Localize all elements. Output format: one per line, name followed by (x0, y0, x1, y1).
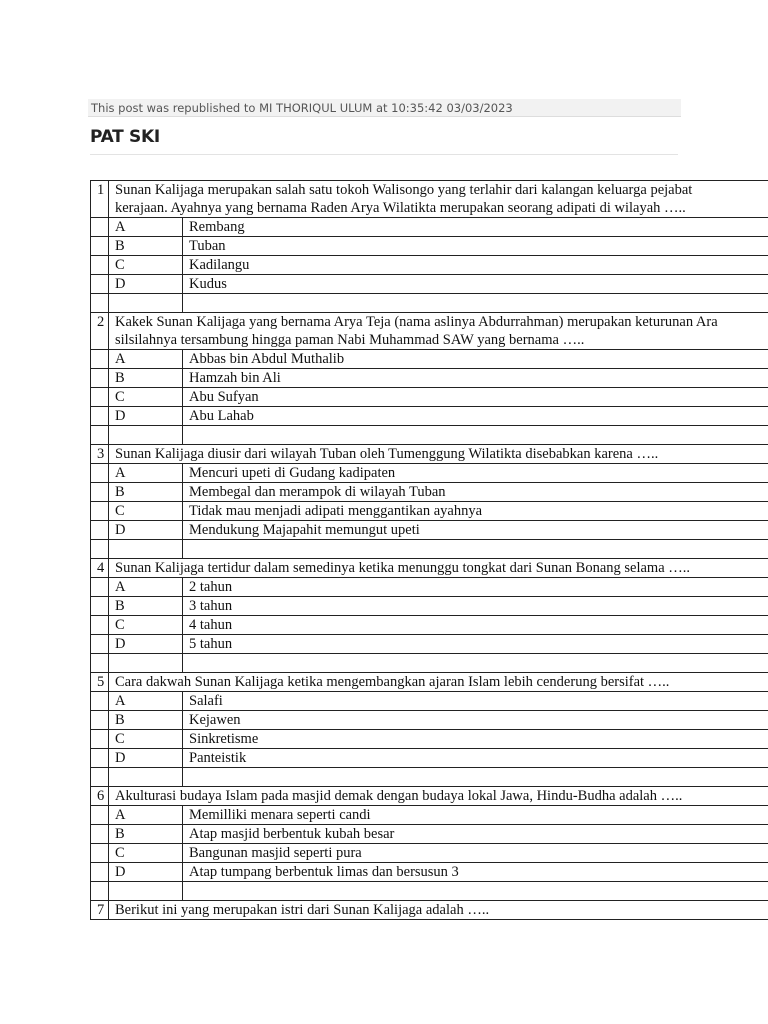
option-row (91, 256, 768, 275)
option-spacer (91, 350, 109, 369)
option-spacer (91, 597, 109, 616)
question-number: 7 (91, 901, 109, 920)
option-row (91, 825, 768, 844)
blank-cell (183, 294, 768, 313)
option-row (91, 369, 768, 388)
option-text: Memilliki menara seperti candi (183, 806, 768, 825)
option-row (91, 464, 768, 483)
option-text: Atap masjid berbentuk kubah besar (183, 825, 768, 844)
blank-cell (91, 540, 109, 559)
question-row (91, 559, 768, 578)
option-spacer (91, 483, 109, 502)
question-row (91, 673, 768, 692)
option-spacer (91, 521, 109, 540)
question-text-line: kerajaan. Ayahnya yang bernama Raden Arya Wilatikta merupakan seorang adipati di wilayah ….. (115, 200, 686, 216)
option-spacer (91, 218, 109, 237)
option-row (91, 711, 768, 730)
option-text: Rembang (183, 218, 768, 237)
question-text (109, 181, 768, 218)
option-text: Mendukung Majapahit memungut upeti (183, 521, 768, 540)
option-letter: B (109, 825, 183, 844)
option-text: Kadilangu (183, 256, 768, 275)
question-row (91, 181, 768, 218)
option-row (91, 844, 768, 863)
option-letter: A (109, 464, 183, 483)
option-letter: A (109, 806, 183, 825)
question-number: 3 (91, 445, 109, 464)
title-divider (90, 154, 678, 155)
option-text: Abbas bin Abdul Muthalib (183, 350, 768, 369)
option-text: Membegal dan merampok di wilayah Tuban (183, 483, 768, 502)
question-text-line: Sunan Kalijaga merupakan salah satu tokoh Walisongo yang terlahir dari kalangan keluarga pejabat (115, 182, 693, 198)
option-spacer (91, 635, 109, 654)
question-text-line: Kakek Sunan Kalijaga yang bernama Arya Teja (nama aslinya Abdurrahman) merupakan keturunan Ara (115, 314, 718, 330)
option-spacer (91, 237, 109, 256)
option-row (91, 692, 768, 711)
option-letter: D (109, 521, 183, 540)
option-row (91, 578, 768, 597)
blank-cell (109, 540, 183, 559)
blank-row (91, 426, 768, 445)
option-text: Abu Lahab (183, 407, 768, 426)
option-letter: A (109, 218, 183, 237)
option-spacer (91, 806, 109, 825)
option-letter: A (109, 350, 183, 369)
option-letter: D (109, 275, 183, 294)
option-letter: B (109, 597, 183, 616)
question-text-line: Sunan Kalijaga diusir dari wilayah Tuban oleh Tumenggung Wilatikta disebabkan karena ….. (115, 446, 659, 462)
question-text (109, 901, 768, 920)
option-spacer (91, 407, 109, 426)
option-spacer (91, 749, 109, 768)
option-text: Mencuri upeti di Gudang kadipaten (183, 464, 768, 483)
blank-cell (91, 426, 109, 445)
question-text-line: Berikut ini yang merupakan istri dari Sunan Kalijaga adalah ….. (115, 902, 490, 918)
blank-row (91, 654, 768, 673)
blank-cell (91, 654, 109, 673)
option-spacer (91, 825, 109, 844)
option-text: Sinkretisme (183, 730, 768, 749)
option-letter: C (109, 616, 183, 635)
option-text: 2 tahun (183, 578, 768, 597)
option-text: Salafi (183, 692, 768, 711)
question-row (91, 313, 768, 350)
blank-cell (183, 426, 768, 445)
option-letter: D (109, 863, 183, 882)
option-letter: D (109, 407, 183, 426)
question-text-line: silsilahnya tersambung hingga paman Nabi Muhammad SAW yang bernama ….. (115, 332, 585, 348)
option-text: 4 tahun (183, 616, 768, 635)
republish-banner: This post was republished to MI THORIQUL ULUM at 10:35:42 03/03/2023 (88, 99, 681, 117)
option-text: Kudus (183, 275, 768, 294)
option-spacer (91, 502, 109, 521)
blank-cell (109, 426, 183, 445)
option-spacer (91, 616, 109, 635)
option-row (91, 635, 768, 654)
option-spacer (91, 369, 109, 388)
option-text: Tuban (183, 237, 768, 256)
option-row (91, 730, 768, 749)
blank-row (91, 882, 768, 901)
option-letter: C (109, 502, 183, 521)
post-title: PAT SKI (90, 127, 160, 147)
option-row (91, 237, 768, 256)
option-letter: C (109, 730, 183, 749)
option-spacer (91, 711, 109, 730)
option-row (91, 350, 768, 369)
option-spacer (91, 256, 109, 275)
option-letter: B (109, 369, 183, 388)
option-text: Panteistik (183, 749, 768, 768)
option-spacer (91, 730, 109, 749)
blank-cell (183, 654, 768, 673)
question-text (109, 445, 768, 464)
option-letter: A (109, 692, 183, 711)
option-row (91, 483, 768, 502)
question-number: 1 (91, 181, 109, 218)
question-text-line: Sunan Kalijaga tertidur dalam semedinya ketika menunggu tongkat dari Sunan Bonang selama ….. (115, 560, 691, 576)
option-spacer (91, 388, 109, 407)
question-text-line: Cara dakwah Sunan Kalijaga ketika mengembangkan ajaran Islam lebih cenderung bersifat ….. (115, 674, 670, 690)
option-row (91, 806, 768, 825)
option-spacer (91, 578, 109, 597)
blank-cell (91, 882, 109, 901)
option-spacer (91, 464, 109, 483)
option-row (91, 502, 768, 521)
blank-row (91, 294, 768, 313)
blank-cell (91, 294, 109, 313)
option-row (91, 407, 768, 426)
option-spacer (91, 692, 109, 711)
option-row (91, 616, 768, 635)
option-row (91, 749, 768, 768)
option-spacer (91, 844, 109, 863)
blank-cell (109, 882, 183, 901)
option-letter: C (109, 256, 183, 275)
option-letter: D (109, 749, 183, 768)
option-text: Kejawen (183, 711, 768, 730)
option-text: 3 tahun (183, 597, 768, 616)
blank-cell (109, 294, 183, 313)
option-text: Atap tumpang berbentuk limas dan bersusun 3 (183, 863, 768, 882)
question-text (109, 673, 768, 692)
option-text: Abu Sufyan (183, 388, 768, 407)
option-letter: B (109, 237, 183, 256)
blank-row (91, 540, 768, 559)
option-letter: B (109, 483, 183, 502)
question-number: 6 (91, 787, 109, 806)
blank-cell (109, 768, 183, 787)
option-spacer (91, 275, 109, 294)
blank-cell (183, 768, 768, 787)
question-text (109, 313, 768, 350)
option-letter: C (109, 844, 183, 863)
question-number: 5 (91, 673, 109, 692)
option-letter: D (109, 635, 183, 654)
question-text (109, 559, 768, 578)
option-row (91, 275, 768, 294)
question-row (91, 901, 768, 920)
question-row (91, 787, 768, 806)
blank-cell (91, 768, 109, 787)
question-text-line: Akulturasi budaya Islam pada masjid demak dengan budaya lokal Jawa, Hindu-Budha adalah ….. (115, 788, 683, 804)
option-row (91, 863, 768, 882)
option-letter: A (109, 578, 183, 597)
option-text: 5 tahun (183, 635, 768, 654)
option-letter: C (109, 388, 183, 407)
blank-cell (183, 540, 768, 559)
option-row (91, 218, 768, 237)
option-text: Bangunan masjid seperti pura (183, 844, 768, 863)
blank-row (91, 768, 768, 787)
question-number: 2 (91, 313, 109, 350)
question-row (91, 445, 768, 464)
option-spacer (91, 863, 109, 882)
blank-cell (109, 654, 183, 673)
question-number: 4 (91, 559, 109, 578)
question-text (109, 787, 768, 806)
option-row (91, 521, 768, 540)
option-text: Hamzah bin Ali (183, 369, 768, 388)
question-table-body (91, 181, 768, 920)
option-row (91, 597, 768, 616)
question-table (90, 180, 768, 920)
blank-cell (183, 882, 768, 901)
option-text: Tidak mau menjadi adipati menggantikan ayahnya (183, 502, 768, 521)
option-row (91, 388, 768, 407)
option-letter: B (109, 711, 183, 730)
